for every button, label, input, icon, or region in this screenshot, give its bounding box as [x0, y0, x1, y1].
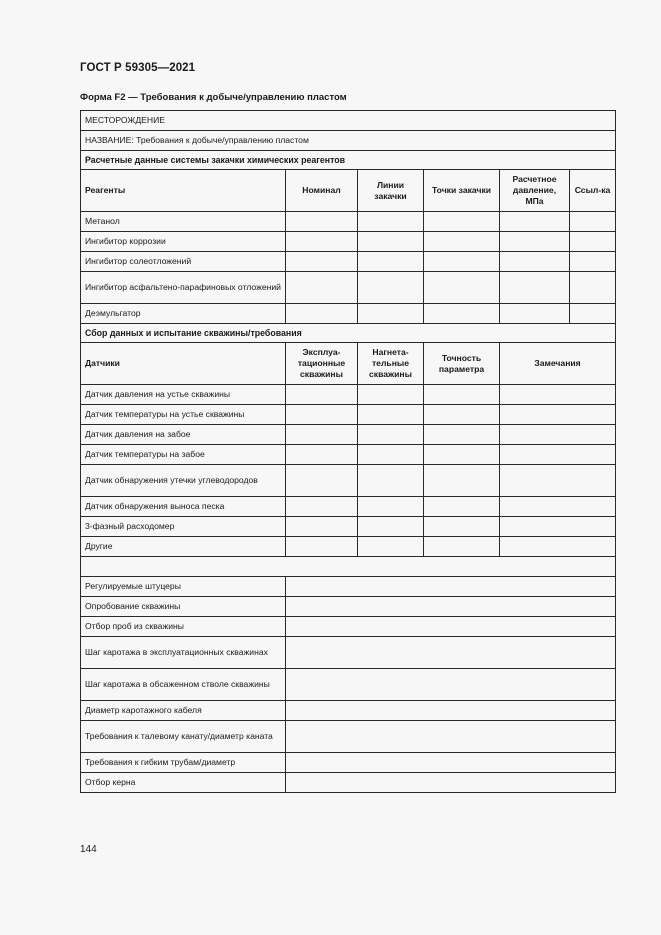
- table-row: [81, 517, 616, 537]
- input-cell[interactable]: [424, 465, 500, 497]
- table-row: [81, 537, 616, 557]
- input-cell[interactable]: [358, 465, 424, 497]
- field-row: [81, 111, 616, 131]
- header-injection-wells: Нагнета-тельные скважины: [358, 343, 424, 385]
- table-row: [81, 272, 616, 304]
- input-cell[interactable]: [358, 212, 424, 232]
- input-cell[interactable]: [358, 304, 424, 324]
- table-row: [81, 465, 616, 497]
- table-row: [81, 773, 616, 793]
- section-row: [81, 151, 616, 170]
- table-row: [81, 385, 616, 405]
- table-row: [81, 304, 616, 324]
- row-label: Требования к гибким трубам/диаметр: [81, 753, 286, 773]
- table-row: [81, 597, 616, 617]
- table-row: [81, 425, 616, 445]
- table-row: [81, 637, 616, 669]
- input-cell[interactable]: [424, 517, 500, 537]
- blank-cell: [81, 557, 616, 577]
- input-cell[interactable]: [286, 272, 358, 304]
- table-row: [81, 405, 616, 425]
- input-cell[interactable]: [286, 537, 358, 557]
- header-injection-points: Точки закачки: [424, 170, 500, 212]
- requirements-form-table: [80, 110, 616, 793]
- input-cell[interactable]: [286, 405, 358, 425]
- row-label: Датчик температуры на забое: [81, 445, 286, 465]
- section-row: [81, 324, 616, 343]
- table-row: [81, 445, 616, 465]
- table-row: [81, 701, 616, 721]
- table-row: [81, 497, 616, 517]
- name-row: [81, 131, 616, 151]
- input-cell[interactable]: [424, 385, 500, 405]
- input-cell[interactable]: [286, 617, 616, 637]
- row-label: Датчик обнаружения утечки углеводородов: [81, 465, 286, 497]
- input-cell[interactable]: [286, 753, 616, 773]
- row-label: Другие: [81, 537, 286, 557]
- input-cell[interactable]: [424, 425, 500, 445]
- row-label: Отбор керна: [81, 773, 286, 793]
- input-cell[interactable]: [500, 445, 616, 465]
- input-cell[interactable]: [286, 669, 616, 701]
- header-parameter-accuracy: Точность параметра: [424, 343, 500, 385]
- row-label: Датчик температуры на устье скважины: [81, 405, 286, 425]
- input-cell[interactable]: [286, 425, 358, 445]
- header-reference: Ссыл-ка: [570, 170, 616, 212]
- input-cell[interactable]: [286, 597, 616, 617]
- row-label: Датчик давления на устье скважины: [81, 385, 286, 405]
- header-design-pressure: Расчетное давление, МПа: [500, 170, 570, 212]
- input-cell[interactable]: [424, 445, 500, 465]
- input-cell[interactable]: [424, 272, 500, 304]
- section2-header-row: [81, 343, 616, 385]
- input-cell[interactable]: [286, 465, 358, 497]
- table-row: [81, 617, 616, 637]
- row-label: Регулируемые штуцеры: [81, 577, 286, 597]
- row-label: Датчик давления на забое: [81, 425, 286, 445]
- input-cell[interactable]: [424, 232, 500, 252]
- section1-header-row: [81, 170, 616, 212]
- table-row: [81, 232, 616, 252]
- table-row: [81, 212, 616, 232]
- input-cell[interactable]: [500, 212, 570, 232]
- header-injection-lines: Линии закачки: [358, 170, 424, 212]
- input-cell[interactable]: [358, 405, 424, 425]
- input-cell[interactable]: [286, 212, 358, 232]
- form-title: Форма F2 — Требования к добыче/управлению пластом: [80, 92, 347, 103]
- row-label: Ингибитор коррозии: [81, 232, 286, 252]
- input-cell[interactable]: [286, 773, 616, 793]
- row-label: Ингибитор асфальтено-парафиновых отложений: [81, 272, 286, 304]
- table-row: [81, 577, 616, 597]
- input-cell[interactable]: [358, 385, 424, 405]
- table-row: [81, 753, 616, 773]
- input-cell[interactable]: [286, 637, 616, 669]
- input-cell[interactable]: [286, 701, 616, 721]
- header-remarks: Замечания: [500, 343, 616, 385]
- input-cell[interactable]: [286, 445, 358, 465]
- section1-title: Расчетные данные системы закачки химических реагентов: [81, 151, 616, 170]
- header-production-wells: Эксплуа-тационные скважины: [286, 343, 358, 385]
- input-cell[interactable]: [500, 517, 616, 537]
- input-cell[interactable]: [358, 252, 424, 272]
- input-cell[interactable]: [570, 304, 616, 324]
- input-cell[interactable]: [500, 304, 570, 324]
- row-label: Отбор проб из скважины: [81, 617, 286, 637]
- input-cell[interactable]: [500, 425, 616, 445]
- input-cell[interactable]: [358, 517, 424, 537]
- input-cell[interactable]: [424, 252, 500, 272]
- input-cell[interactable]: [424, 405, 500, 425]
- row-label: Метанол: [81, 212, 286, 232]
- input-cell[interactable]: [570, 212, 616, 232]
- document-code: ГОСТ Р 59305—2021: [80, 62, 196, 74]
- input-cell[interactable]: [286, 721, 616, 753]
- input-cell[interactable]: [424, 537, 500, 557]
- input-cell[interactable]: [424, 497, 500, 517]
- page-number: 144: [80, 844, 97, 855]
- row-label: Шаг каротажа в обсаженном стволе скважины: [81, 669, 286, 701]
- section2-title: Сбор данных и испытание скважины/требования: [81, 324, 616, 343]
- header-nominal: Номинал: [286, 170, 358, 212]
- row-label: Деэмульгатор: [81, 304, 286, 324]
- input-cell[interactable]: [286, 517, 358, 537]
- input-cell[interactable]: [358, 445, 424, 465]
- row-label: 3-фазный расходомер: [81, 517, 286, 537]
- input-cell[interactable]: [286, 577, 616, 597]
- table-row: [81, 252, 616, 272]
- input-cell[interactable]: [286, 385, 358, 405]
- row-label: Опробование скважины: [81, 597, 286, 617]
- input-cell[interactable]: [500, 252, 570, 272]
- row-label: Датчик обнаружения выноса песка: [81, 497, 286, 517]
- input-cell[interactable]: [358, 272, 424, 304]
- input-cell[interactable]: [286, 252, 358, 272]
- row-label: Ингибитор солеотложений: [81, 252, 286, 272]
- input-cell[interactable]: [570, 252, 616, 272]
- header-reagents: Реагенты: [81, 170, 286, 212]
- row-label: Диаметр каротажного кабеля: [81, 701, 286, 721]
- row-label: Требования к талевому канату/диаметр каната: [81, 721, 286, 753]
- input-cell[interactable]: [358, 232, 424, 252]
- input-cell[interactable]: [500, 272, 570, 304]
- input-cell[interactable]: [570, 232, 616, 252]
- header-sensors: Датчики: [81, 343, 286, 385]
- input-cell[interactable]: [424, 304, 500, 324]
- input-cell[interactable]: [500, 385, 616, 405]
- input-cell[interactable]: [570, 272, 616, 304]
- input-cell[interactable]: [286, 497, 358, 517]
- input-cell[interactable]: [500, 465, 616, 497]
- row-label: Шаг каротажа в эксплуатационных скважинах: [81, 637, 286, 669]
- input-cell[interactable]: [424, 212, 500, 232]
- input-cell[interactable]: [500, 405, 616, 425]
- input-cell[interactable]: [500, 537, 616, 557]
- field-label: МЕСТОРОЖДЕНИЕ: [81, 111, 616, 131]
- table-row: [81, 721, 616, 753]
- input-cell[interactable]: [286, 232, 358, 252]
- input-cell[interactable]: [500, 497, 616, 517]
- input-cell[interactable]: [358, 497, 424, 517]
- blank-row: [81, 557, 616, 577]
- table-row: [81, 669, 616, 701]
- input-cell[interactable]: [286, 304, 358, 324]
- input-cell[interactable]: [500, 232, 570, 252]
- input-cell[interactable]: [358, 425, 424, 445]
- input-cell[interactable]: [358, 537, 424, 557]
- name-label: НАЗВАНИЕ: Требования к добыче/управлению пластом: [81, 131, 616, 151]
